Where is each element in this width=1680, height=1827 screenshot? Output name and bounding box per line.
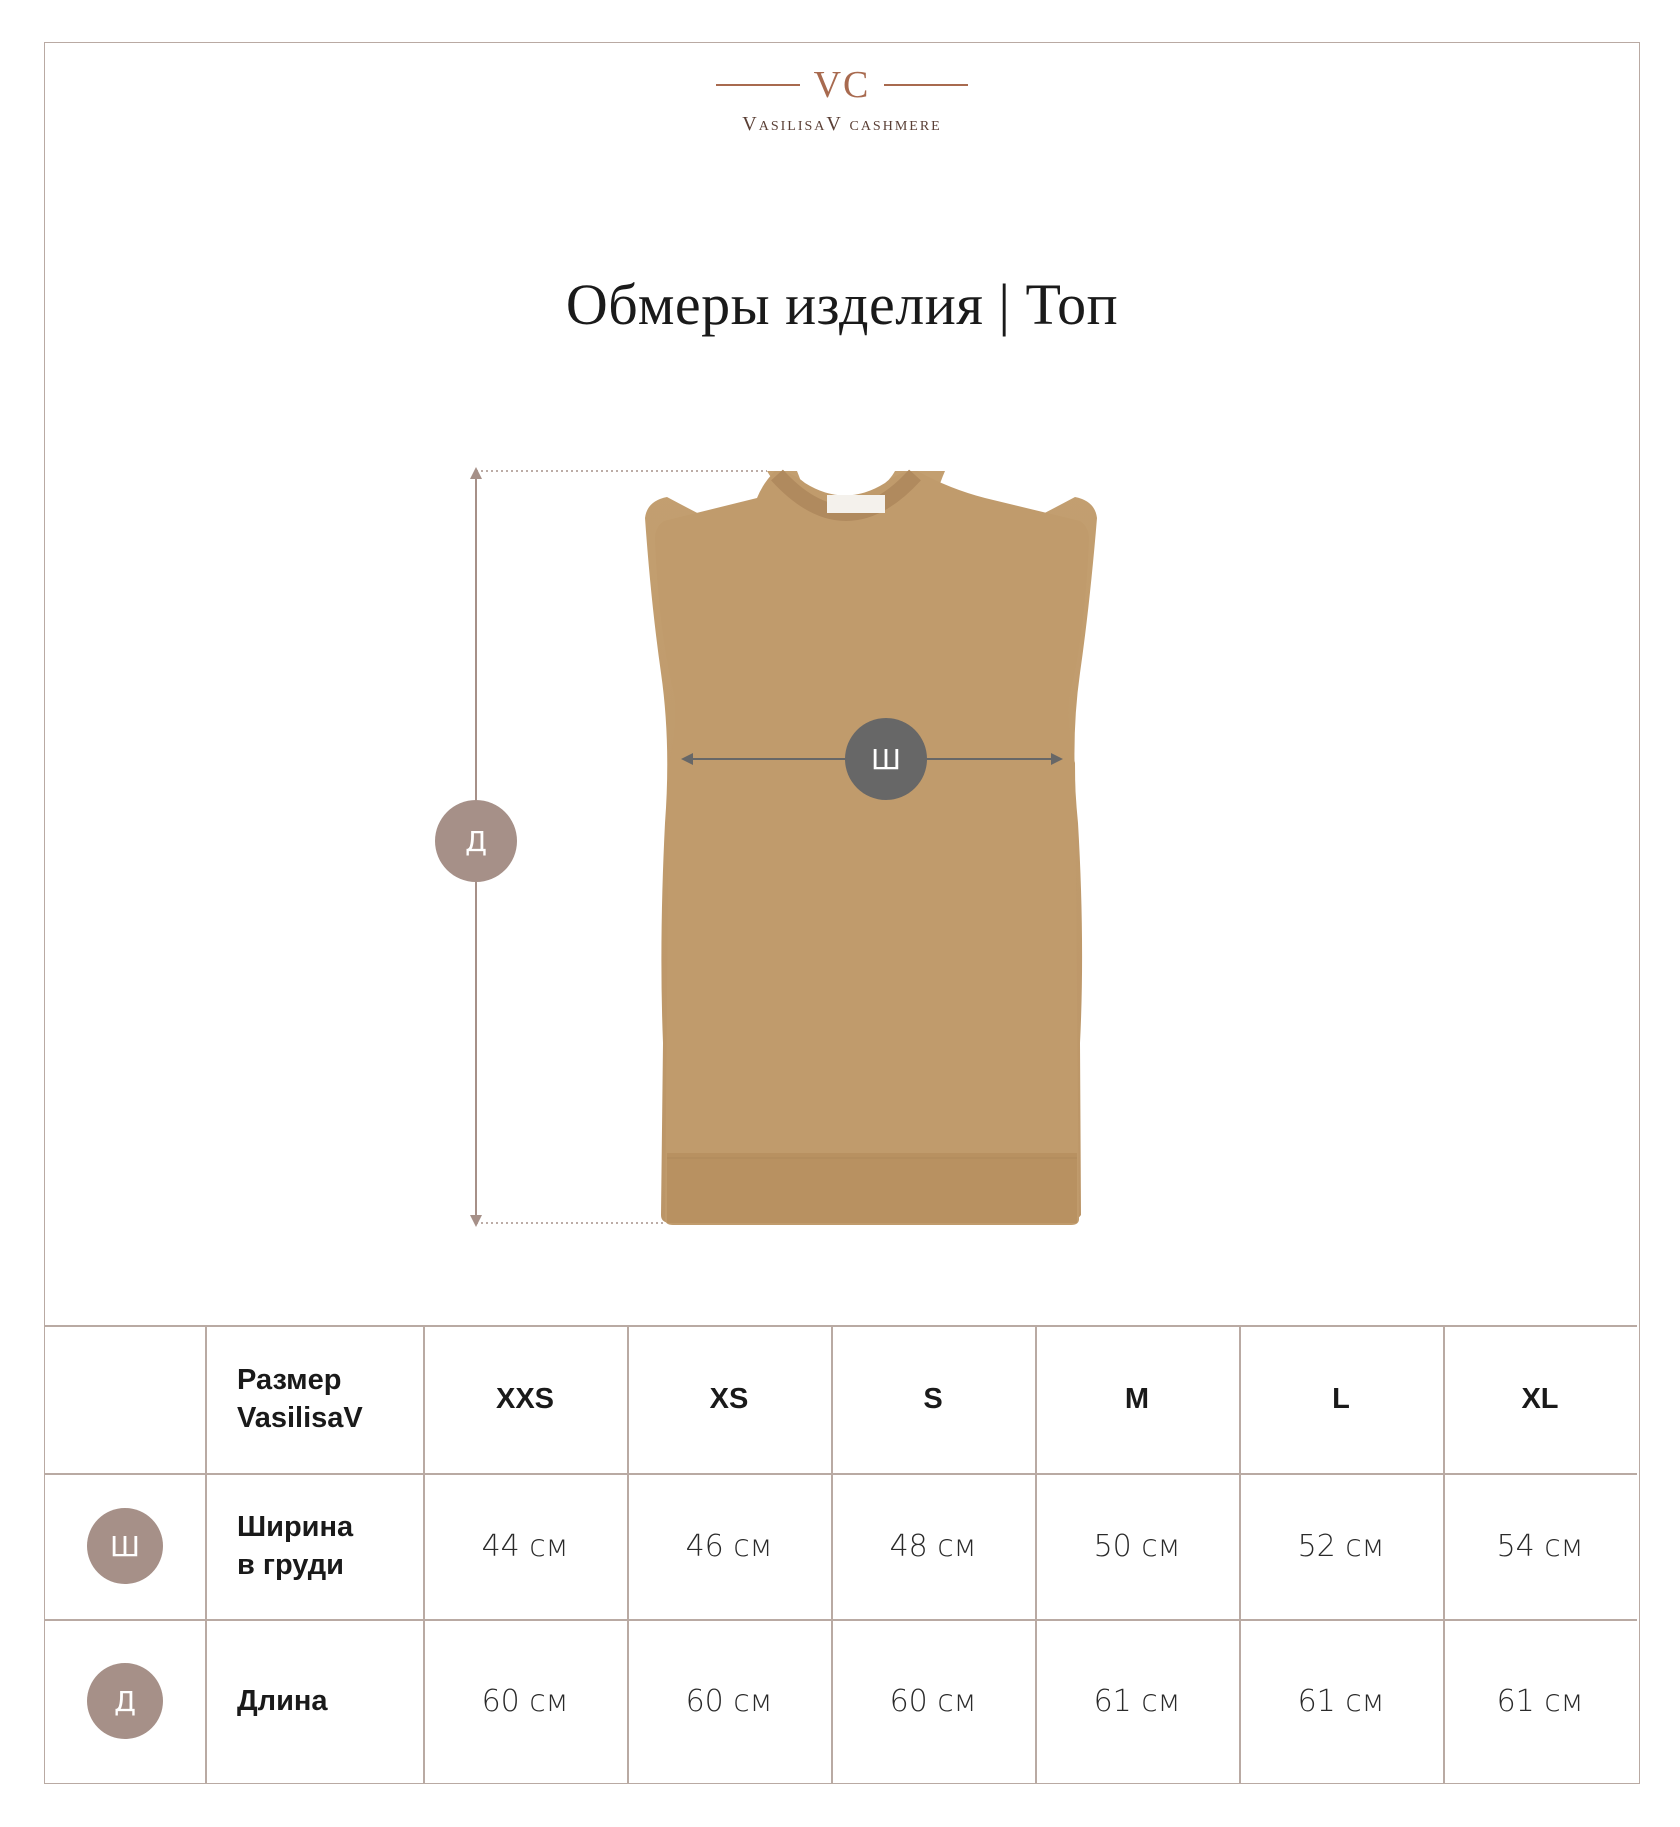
size-s-header: S bbox=[923, 1382, 943, 1415]
vest-hem-rib bbox=[667, 1153, 1077, 1223]
length-m-value: 61 см bbox=[1093, 1683, 1181, 1719]
logo-wordmark: VasilisaV cashmere bbox=[742, 113, 942, 135]
length-row-badge: Д bbox=[87, 1663, 163, 1739]
table-row-length bbox=[45, 1619, 1641, 1783]
garment-illustration bbox=[45, 43, 1641, 1343]
length-xs-value: 60 см bbox=[685, 1683, 773, 1719]
length-xl-value: 61 см bbox=[1496, 1683, 1584, 1719]
chest-xl-value: 54 см bbox=[1496, 1528, 1584, 1564]
chest-xxs-value: 44 см bbox=[481, 1528, 569, 1564]
size-chart-frame bbox=[44, 42, 1640, 1784]
length-row-label: Длина bbox=[237, 1685, 328, 1717]
size-xl-header: XL bbox=[1521, 1382, 1559, 1415]
chest-m-value: 50 см bbox=[1093, 1528, 1181, 1564]
size-table bbox=[45, 1325, 1641, 1783]
length-arrow-top bbox=[470, 467, 482, 479]
chest-badge-cell bbox=[45, 1473, 205, 1619]
chest-s-value: 48 см bbox=[889, 1528, 977, 1564]
size-xs-header: XS bbox=[709, 1382, 749, 1415]
vest-label bbox=[827, 495, 885, 513]
chest-label-line1: Ширина bbox=[237, 1511, 354, 1543]
length-badge: Д bbox=[435, 800, 517, 882]
garment-svg bbox=[45, 43, 1641, 1343]
size-header-label bbox=[205, 1325, 423, 1473]
chest-l-value: 52 см bbox=[1297, 1528, 1385, 1564]
size-m-header: M bbox=[1124, 1382, 1150, 1415]
length-xxs-value: 60 см bbox=[481, 1683, 569, 1719]
length-arrow-bottom bbox=[470, 1215, 482, 1227]
chest-label-line2: в груди bbox=[237, 1549, 344, 1581]
page-title: Обмеры изделия | Топ bbox=[565, 272, 1119, 337]
size-header-line2: VasilisaV bbox=[237, 1402, 363, 1434]
chest-row-label bbox=[205, 1473, 423, 1619]
chest-row-badge: Ш bbox=[87, 1508, 163, 1584]
length-s-value: 60 см bbox=[889, 1683, 977, 1719]
size-xxs-header: XXS bbox=[495, 1382, 555, 1415]
length-badge-cell bbox=[45, 1619, 205, 1783]
size-l-header: L bbox=[1332, 1382, 1350, 1415]
logo-monogram: VC bbox=[813, 64, 871, 106]
chest-xs-value: 46 см bbox=[685, 1528, 773, 1564]
table-row-chest bbox=[45, 1473, 1641, 1619]
vest-shape bbox=[655, 471, 1089, 1225]
table-header-row bbox=[45, 1325, 1641, 1473]
size-header-line1: Размер bbox=[237, 1364, 342, 1396]
chest-width-badge: Ш bbox=[845, 718, 927, 800]
length-l-value: 61 см bbox=[1297, 1683, 1385, 1719]
